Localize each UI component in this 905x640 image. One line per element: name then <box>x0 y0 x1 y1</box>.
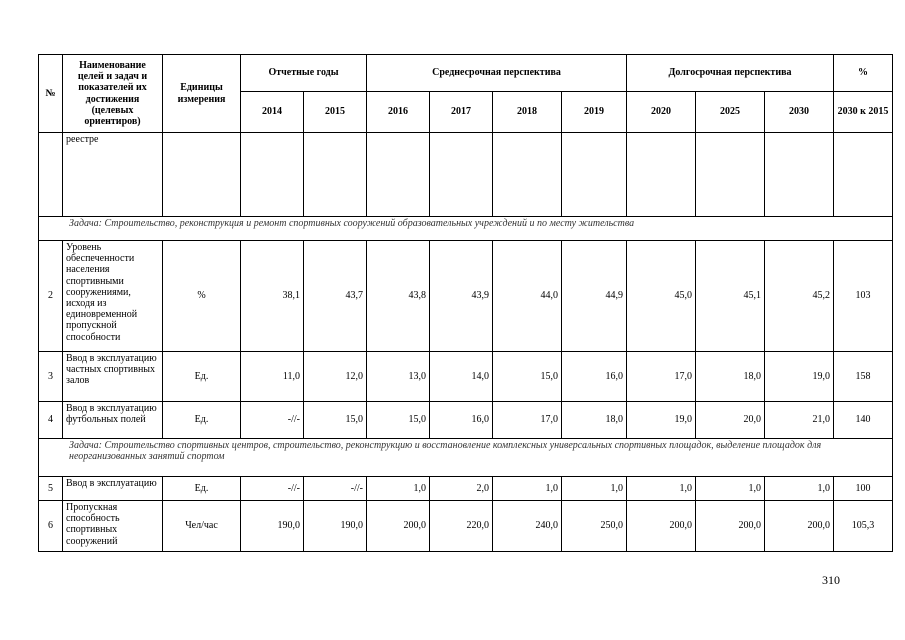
value-2018: 15,0 <box>493 352 562 402</box>
value-2019: 250,0 <box>562 501 627 552</box>
task-text: Задача: Строительство, реконструкция и ремонт спортивных сооружений образовательных учреждений и по месту жительства <box>39 217 893 241</box>
col-header-name: Наименование целей и задач и показателей их достижения (целевых ориентиров) <box>63 55 163 133</box>
row-number: 2 <box>39 241 63 352</box>
table-row <box>39 241 893 352</box>
value-2018: 17,0 <box>493 402 562 439</box>
header-row-top <box>39 55 893 92</box>
task-row <box>39 439 893 477</box>
ratio-cell: 103 <box>834 241 893 352</box>
value-2017: 2,0 <box>430 477 493 501</box>
table-row <box>39 402 893 439</box>
ratio-cell: 105,3 <box>834 501 893 552</box>
value-2017: 16,0 <box>430 402 493 439</box>
value-2020: 1,0 <box>627 477 696 501</box>
value-2020: 200,0 <box>627 501 696 552</box>
indicator-name: Ввод в эксплуатацию футбольных полей <box>63 402 163 439</box>
value-2014: 11,0 <box>241 352 304 402</box>
value-2020: 17,0 <box>627 352 696 402</box>
value-2030: 19,0 <box>765 352 834 402</box>
value-2018: 1,0 <box>493 477 562 501</box>
value-2025: 20,0 <box>696 402 765 439</box>
value-2030: 200,0 <box>765 501 834 552</box>
unit-cell: Ед. <box>163 477 241 501</box>
row-number: 3 <box>39 352 63 402</box>
col-header-2018: 2018 <box>493 92 562 133</box>
row-number: 6 <box>39 501 63 552</box>
task-row <box>39 217 893 241</box>
col-header-2015: 2015 <box>304 92 367 133</box>
row-number: 4 <box>39 402 63 439</box>
col-header-2014: 2014 <box>241 92 304 133</box>
indicator-name: Пропускная способность спортивных сооружений <box>63 501 163 552</box>
value-2019: 16,0 <box>562 352 627 402</box>
table-row <box>39 352 893 402</box>
value-2014: -//- <box>241 477 304 501</box>
value-2018: 44,0 <box>493 241 562 352</box>
col-header-no: № <box>39 55 63 133</box>
value-2025: 1,0 <box>696 477 765 501</box>
value-2025: 18,0 <box>696 352 765 402</box>
value-2014: 190,0 <box>241 501 304 552</box>
ratio-cell: 140 <box>834 402 893 439</box>
value-2015: -//- <box>304 477 367 501</box>
task-text: Задача: Строительство спортивных центров, строительство, реконструкцию и восстановление комплексных универсальных спортивных площадок, выделение площадок для неорганизованных занятий спортом <box>39 439 893 477</box>
col-header-reported: Отчетные годы <box>241 55 367 92</box>
value-2016: 15,0 <box>367 402 430 439</box>
unit-cell: Ед. <box>163 352 241 402</box>
col-header-2025: 2025 <box>696 92 765 133</box>
value-2030: 21,0 <box>765 402 834 439</box>
value-2025: 200,0 <box>696 501 765 552</box>
indicator-name: Ввод в эксплуатацию частных спортивных залов <box>63 352 163 402</box>
col-header-2019: 2019 <box>562 92 627 133</box>
value-2019: 1,0 <box>562 477 627 501</box>
value-2016: 43,8 <box>367 241 430 352</box>
col-header-ratio: 2030 к 2015 <box>834 92 893 133</box>
col-header-2030: 2030 <box>765 92 834 133</box>
col-header-2016: 2016 <box>367 92 430 133</box>
value-2014: 38,1 <box>241 241 304 352</box>
value-2016: 13,0 <box>367 352 430 402</box>
table-row <box>39 501 893 552</box>
col-header-units: Единицы измерения <box>163 55 241 133</box>
value-2016: 200,0 <box>367 501 430 552</box>
table-row <box>39 477 893 501</box>
table-row-continued <box>39 133 893 217</box>
value-2030: 1,0 <box>765 477 834 501</box>
ratio-cell: 100 <box>834 477 893 501</box>
value-2025: 45,1 <box>696 241 765 352</box>
value-2015: 43,7 <box>304 241 367 352</box>
value-2016: 1,0 <box>367 477 430 501</box>
value-2018: 240,0 <box>493 501 562 552</box>
unit-cell: Ед. <box>163 402 241 439</box>
indicator-name: Ввод в эксплуатацию <box>63 477 163 501</box>
value-2030: 45,2 <box>765 241 834 352</box>
value-2019: 18,0 <box>562 402 627 439</box>
value-2015: 15,0 <box>304 402 367 439</box>
value-2015: 190,0 <box>304 501 367 552</box>
ratio-cell: 158 <box>834 352 893 402</box>
value-2019: 44,9 <box>562 241 627 352</box>
value-2017: 220,0 <box>430 501 493 552</box>
indicator-name: реестре <box>63 133 163 217</box>
indicator-name: Уровень обеспеченности населения спортивными сооружениями, исходя из единовременной пропускной способности <box>63 241 163 352</box>
col-header-2020: 2020 <box>627 92 696 133</box>
value-2020: 19,0 <box>627 402 696 439</box>
value-2017: 43,9 <box>430 241 493 352</box>
value-2020: 45,0 <box>627 241 696 352</box>
col-header-percent: % <box>834 55 893 92</box>
col-header-medium: Среднесрочная перспектива <box>367 55 627 92</box>
unit-cell: % <box>163 241 241 352</box>
unit-cell: Чел/час <box>163 501 241 552</box>
value-2015: 12,0 <box>304 352 367 402</box>
col-header-2017: 2017 <box>430 92 493 133</box>
page-number: 310 <box>822 573 840 587</box>
row-number: 5 <box>39 477 63 501</box>
col-header-long: Долгосрочная перспектива <box>627 55 834 92</box>
value-2017: 14,0 <box>430 352 493 402</box>
value-2014: -//- <box>241 402 304 439</box>
indicators-table <box>38 54 893 552</box>
